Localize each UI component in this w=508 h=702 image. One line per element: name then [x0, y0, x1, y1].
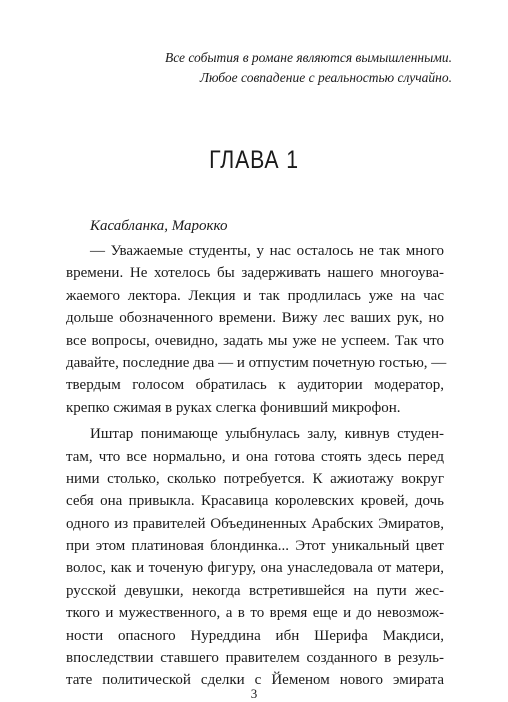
disclaimer-line-1: Все события в романе являются вымышленными. — [164, 50, 452, 65]
text-line: давайте, последние два — и отпустим почетную гостью, — — [66, 354, 447, 371]
text-line: жаемого лектора. Лекция и так продлилась уже на час — [66, 287, 444, 304]
text-line: Иштар понимающе улыбнулась залу, кивнув студен- — [90, 426, 444, 443]
text-line: крепко сжимая в руках слегка фонивший микрофон. — [66, 399, 401, 416]
text-line: твердым голосом обратилась к аудитории модератор, — [66, 377, 444, 394]
text-line: ними столько, сколько потребуется. К ажиотажу вокруг — [66, 470, 444, 487]
text-line: времени. Не хотелось бы задерживать нашего многоува- — [66, 265, 444, 282]
text-line: русской девушки, некогда встретившейся на пути жес- — [66, 582, 444, 599]
text-line: себя она привыкла. Красавица королевских кровей, дочь — [66, 493, 444, 510]
text-line: — Уважаемые студенты, у нас осталось не так много — [90, 243, 444, 259]
text-line: волос, как и точеную фигуру, она унаследовала от матери, — [66, 560, 444, 577]
text-line: одного из правителей Объединенных Арабских Эмиратов, — [66, 515, 444, 532]
page-number: 3 — [250, 686, 258, 701]
text-line: тате политической сделки с Йеменом нового эмирата — [66, 672, 444, 689]
paragraph-2 — [66, 423, 444, 692]
body-text — [66, 240, 447, 692]
paragraph-1 — [66, 240, 447, 419]
text-line: там, что все нормально, и она готова стоять здесь перед — [66, 448, 444, 465]
text-line: дольше обозначенного времени. Вижу лес ваших рук, но — [66, 310, 444, 327]
text-line: впоследствии ставшего правителем созданного в резуль- — [66, 650, 444, 667]
disclaimer-line-2: Любое совпадение с реальностью случайно. — [199, 70, 452, 85]
text-line: все вопросы, очевидно, задать мы уже не успеем. Так что — [66, 332, 444, 349]
location-heading: Касабланка, Марокко — [90, 218, 228, 234]
disclaimer — [165, 48, 452, 88]
text-line: ткого и мужественного, а в то время еще и до невозмож- — [66, 605, 444, 622]
chapter-title: ГЛАВА 1 — [209, 146, 299, 174]
text-line: ности опасного Нуреддина ибн Шерифа Макдиси, — [66, 627, 444, 644]
text-line: при этом платиновая блондинка... Этот уникальный цвет — [66, 538, 444, 555]
